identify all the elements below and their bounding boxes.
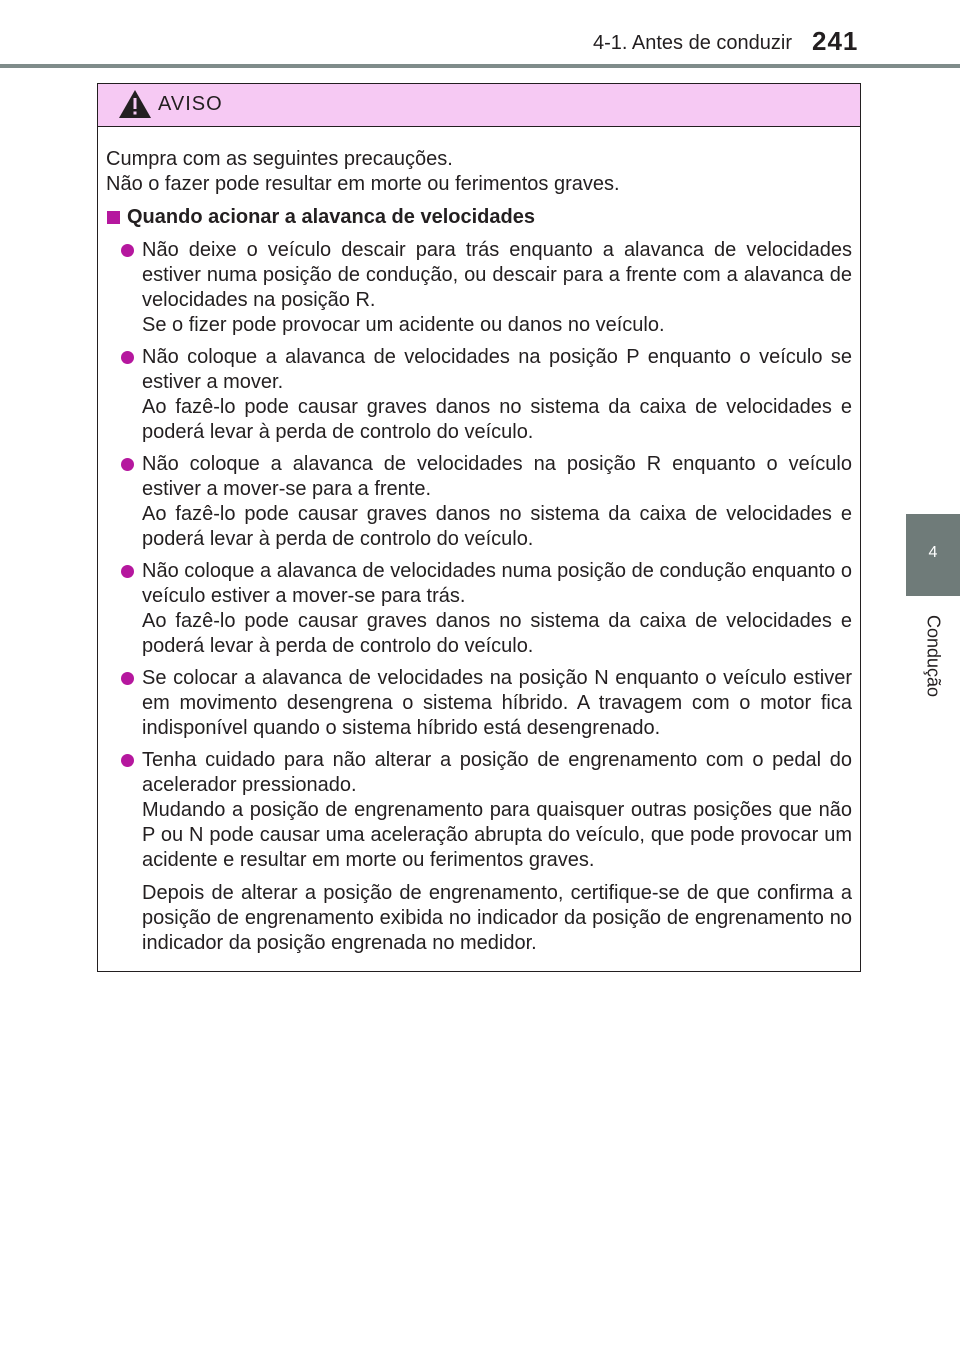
- bullet-dot-icon: [121, 244, 134, 257]
- intro-line: Cumpra com as seguintes precauções.: [106, 148, 453, 170]
- item-text: Não coloque a alavanca de velocidades na posição R enquanto o veículo estiver a mover-se para a frente.: [142, 453, 852, 500]
- section-subheading: [106, 205, 852, 230]
- item-consequence: Mudando a posição de engrenamento para quaisquer outras posições que não P ou N pode causar uma aceleração abrupta do veículo, que pode provocar um acidente e resultar em morte ou ferimentos graves.: [142, 799, 852, 871]
- section-title: 4-1. Antes de conduzir: [592, 32, 792, 54]
- item-consequence: Se o fizer pode provocar um acidente ou danos no veículo.: [142, 314, 665, 336]
- warning-item: [106, 452, 852, 552]
- warning-item: [106, 748, 852, 873]
- warning-item: [106, 666, 852, 741]
- item-text: Não deixe o veículo descair para trás enquanto a alavanca de velocidades estiver numa posição de condução, ou descair para a frente com a alavanca de velocidades na posição R.: [142, 239, 852, 311]
- item-text: Se colocar a alavanca de velocidades na posição N enquanto o veículo estiver em movimento desengrena o sistema híbrido. A travagem com o motor fica indisponível quando o sistema híbrido está desengrenado.: [142, 667, 852, 739]
- square-bullet-icon: [107, 211, 120, 224]
- chapter-tab: [906, 514, 960, 596]
- header-rule: [0, 64, 960, 68]
- warning-header: [98, 84, 860, 127]
- bullet-dot-icon: [121, 565, 134, 578]
- chapter-label: Condução: [923, 614, 944, 698]
- item-consequence: Ao fazê-lo pode causar graves danos no sistema da caixa de velocidades e poderá levar à perda de controlo do veículo.: [142, 503, 852, 550]
- warning-item: [106, 559, 852, 659]
- warning-note: Depois de alterar a posição de engrenamento, certifique-se de que confirma a posição de engrenamento exibida no indicador da posição de engrenamento no indicador da posição engrenada no medidor.: [142, 882, 852, 954]
- warning-box: [97, 83, 861, 972]
- page-header: [0, 0, 960, 70]
- chapter-number: 4: [928, 544, 938, 561]
- warning-item: [106, 238, 852, 338]
- warning-title: AVISO: [158, 93, 223, 115]
- bullet-dot-icon: [121, 458, 134, 471]
- item-text: Tenha cuidado para não alterar a posição de engrenamento com o pedal do acelerador pressionado.: [142, 749, 852, 796]
- warning-body: [98, 127, 860, 956]
- item-consequence: Ao fazê-lo pode causar graves danos no sistema da caixa de velocidades e poderá levar à perda de controlo do veículo.: [142, 396, 852, 443]
- item-text: Não coloque a alavanca de velocidades numa posição de condução enquanto o veículo estiver a mover-se para trás.: [142, 560, 852, 607]
- intro-line: Não o fazer pode resultar em morte ou ferimentos graves.: [106, 173, 620, 195]
- bullet-dot-icon: [121, 351, 134, 364]
- warning-triangle-icon: [118, 89, 152, 119]
- bullet-dot-icon: [121, 754, 134, 767]
- subheading-text: Quando acionar a alavanca de velocidades: [127, 206, 535, 228]
- item-text: Não coloque a alavanca de velocidades na posição P enquanto o veículo se estiver a mover.: [142, 346, 852, 393]
- page-number: 241: [812, 26, 859, 56]
- item-consequence: Ao fazê-lo pode causar graves danos no sistema da caixa de velocidades e poderá levar à perda de controlo do veículo.: [142, 610, 852, 657]
- bullet-dot-icon: [121, 672, 134, 685]
- warning-item: [106, 345, 852, 445]
